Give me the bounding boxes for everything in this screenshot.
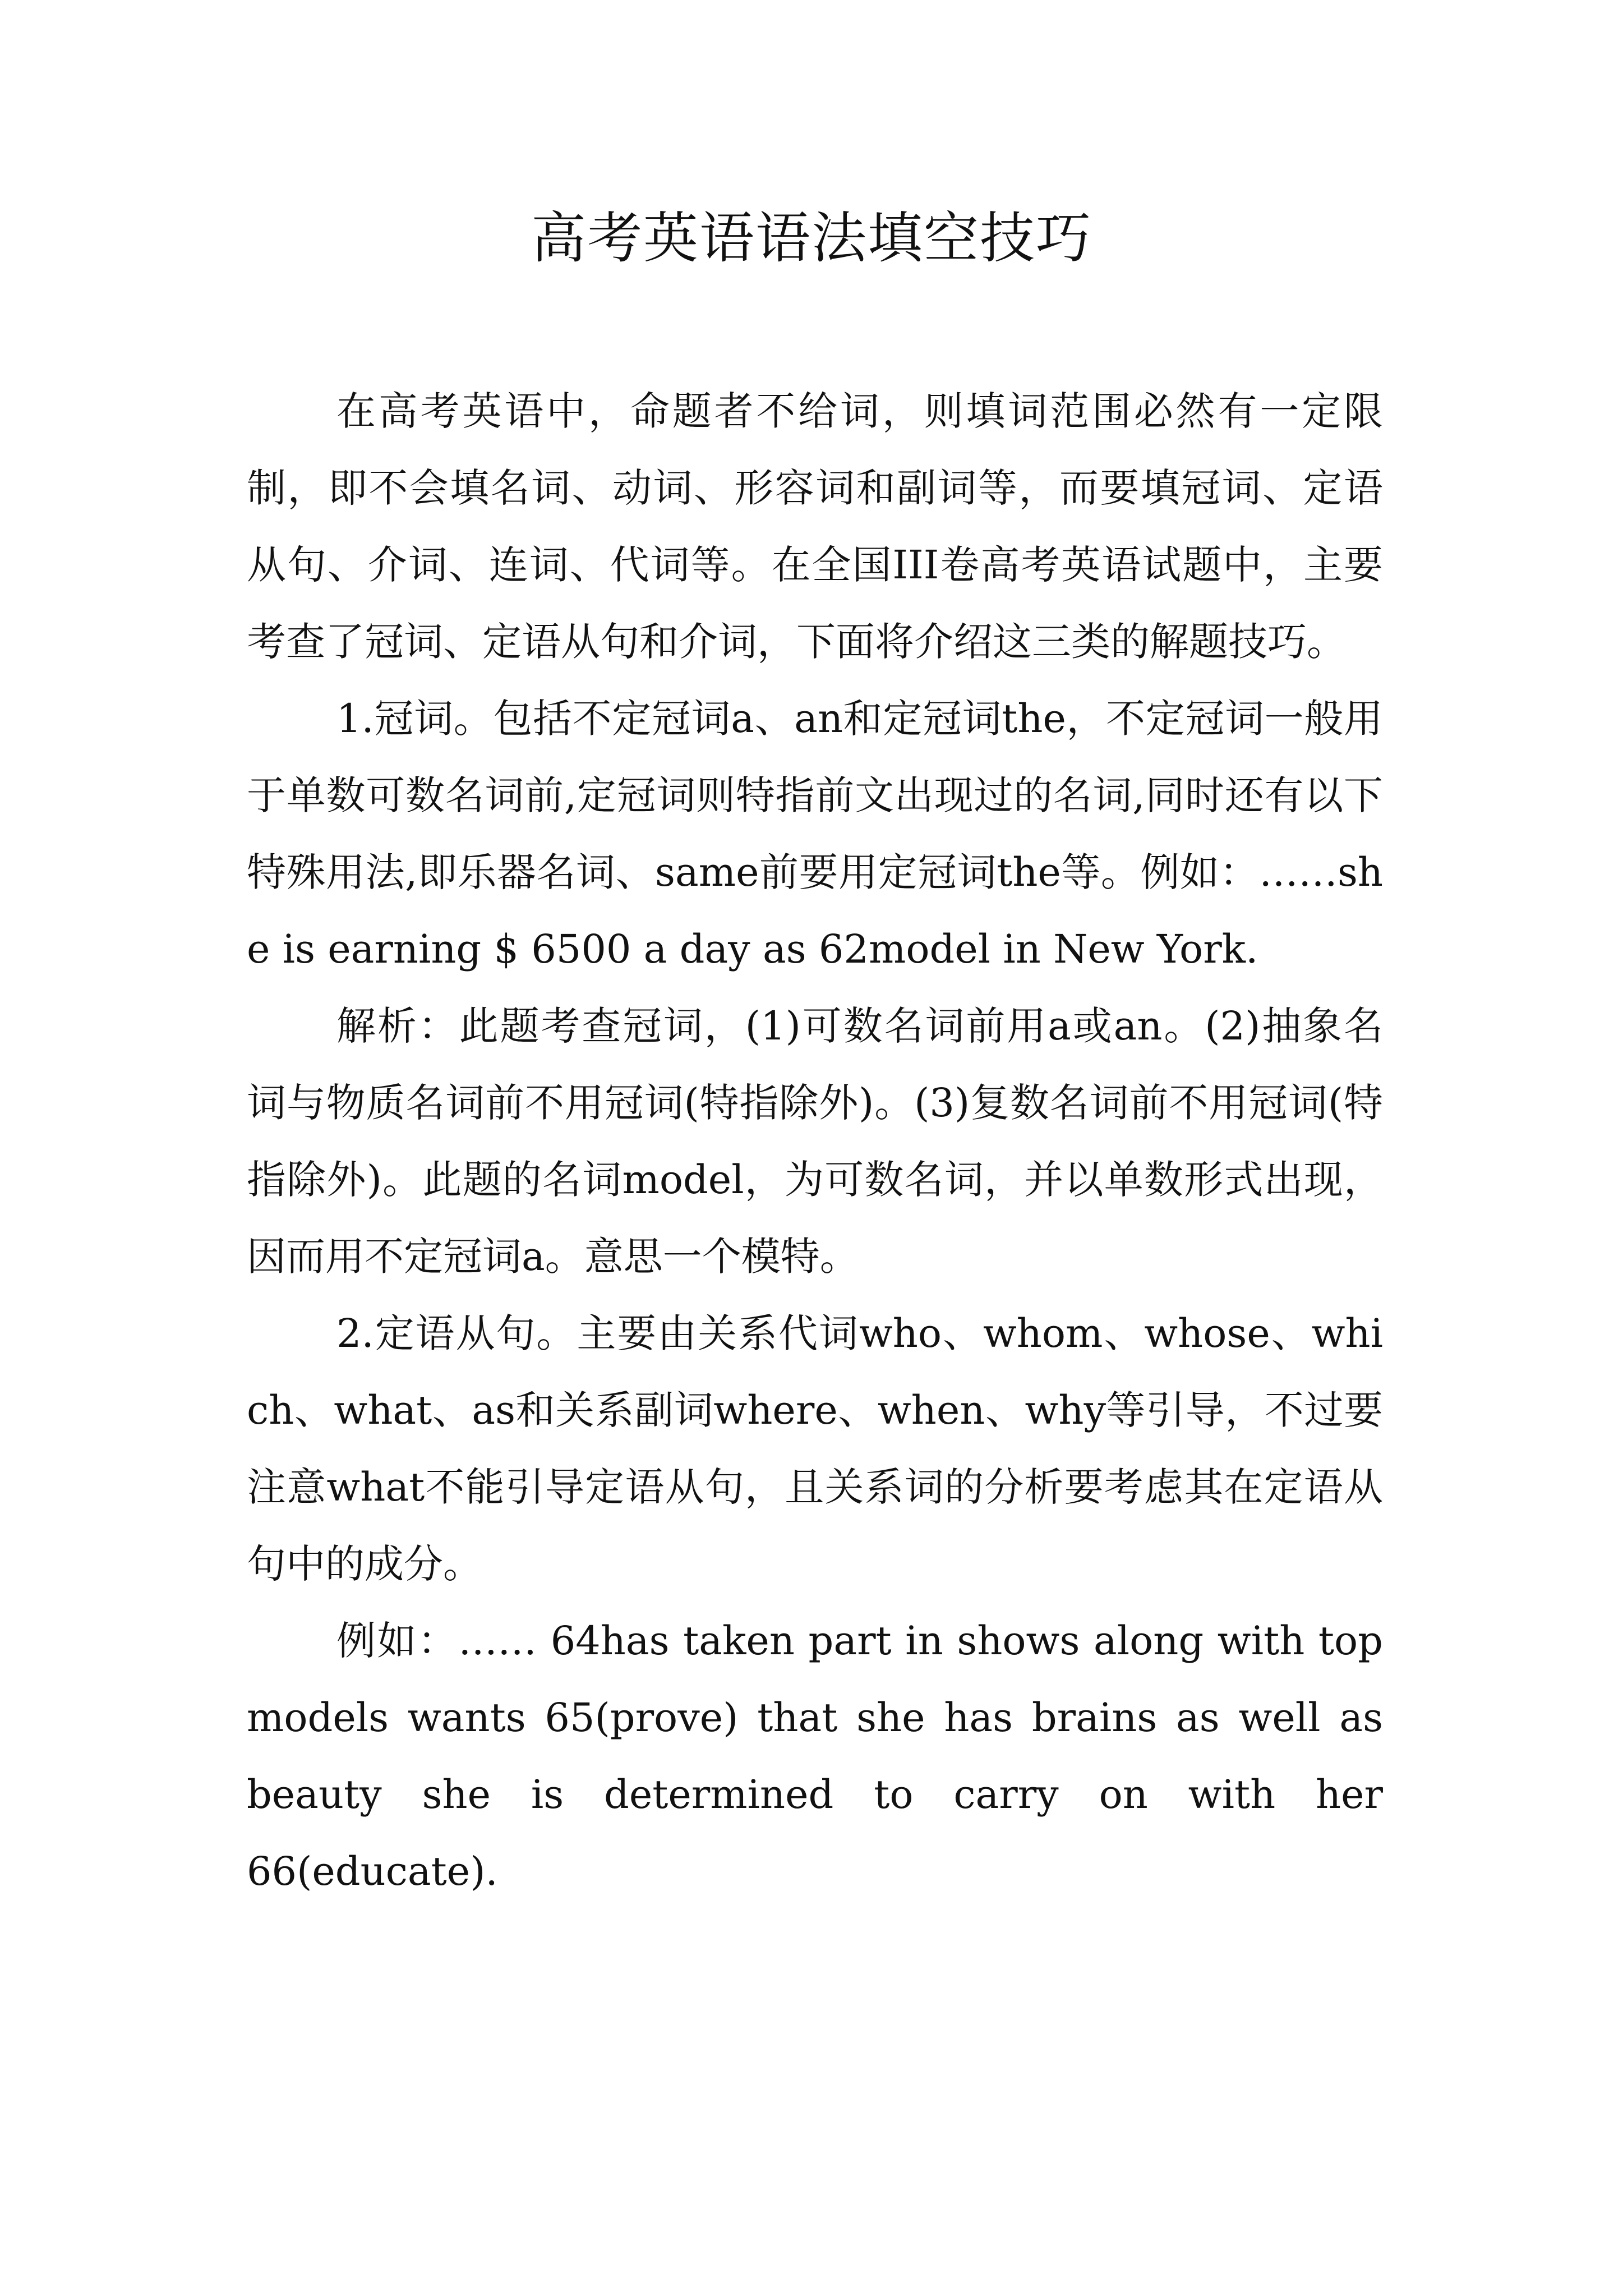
document-body [247, 373, 1383, 1910]
paragraph-example: 例如：…… 64has taken part in shows along with top models wants 65(prove) that she has brains as well as beauty she is determined to carry on with her 66(educate). [247, 1618, 1383, 1894]
paragraph-articles: 1.冠词。包括不定冠词a、an和定冠词the，不定冠词一般用于单数可数名词前,定冠词则特指前文出现过的名词,同时还有以下特殊用法,即乐器名词、same前要用定冠词the等。例如：……she is earning $ 6500 a day as 62model in New York. [247, 696, 1383, 972]
paragraph-intro: 在高考英语中，命题者不给词，则填词范围必然有一定限制，即不会填名词、动词、形容词和副词等，而要填冠词、定语从句、介词、连词、代词等。在全国III卷高考英语试题中，主要考查了冠词、定语从句和介词，下面将介绍这三类的解题技巧。 [247, 388, 1383, 665]
paragraph-articles-analysis: 解析：此题考查冠词，(1)可数名词前用a或an。(2)抽象名词与物质名词前不用冠词(特指除外)。(3)复数名词前不用冠词(特指除外)。此题的名词model，为可数名词，并以单数形式出现，因而用不定冠词a。意思一个模特。 [247, 1003, 1383, 1280]
document-title: 高考英语语法填空技巧 [531, 206, 1092, 270]
paragraph-relative-clauses: 2.定语从句。主要由关系代词who、whom、whose、which、what、as和关系副词where、when、why等引导，不过要注意what不能引导定语从句，且关系词的分析要考虑其在定语从句中的成分。 [247, 1310, 1383, 1587]
